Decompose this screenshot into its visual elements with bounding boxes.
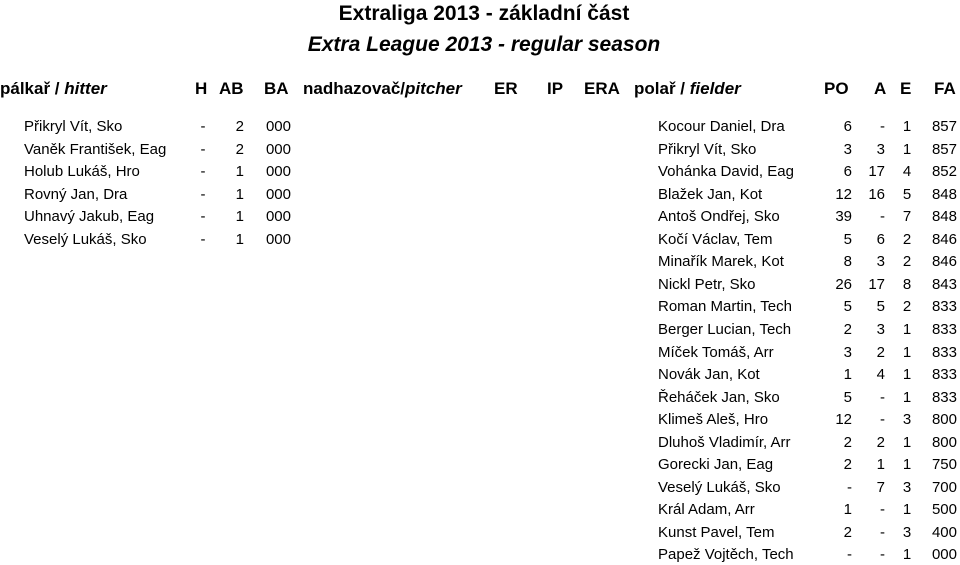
fielder-name: Řeháček Jan, Sko — [658, 388, 780, 406]
fielder-e: 1 — [902, 366, 912, 384]
fielder-a: - — [880, 118, 885, 135]
fielder-fa: 000 — [931, 546, 957, 564]
hitter-header: pálkař / hitter — [0, 79, 107, 98]
fielder-fa: 852 — [931, 163, 957, 181]
fielder-e: 1 — [902, 320, 912, 338]
fielder-fa: 846 — [931, 253, 957, 271]
e-header: E — [900, 79, 912, 98]
fielder-po: - — [847, 478, 852, 496]
fielder-a: 3 — [876, 140, 885, 158]
fielder-e: 1 — [902, 118, 912, 135]
hitter-h: - — [200, 208, 206, 226]
fielder-po: 5 — [843, 298, 852, 316]
fielder-name: Veselý Lukáš, Sko — [658, 478, 781, 496]
fielder-fa: 857 — [931, 118, 957, 135]
hitter-ba: 000 — [265, 118, 291, 135]
fielder-e: 1 — [902, 433, 912, 451]
fielder-e: 3 — [902, 478, 912, 496]
fielder-po: 5 — [843, 230, 852, 248]
hitter-h: - — [200, 140, 206, 158]
fielder-a: - — [880, 411, 885, 429]
fielder-e: 8 — [902, 275, 912, 293]
hitter-name: Veselý Lukáš, Sko — [24, 230, 147, 248]
fielder-po: 6 — [843, 118, 852, 135]
hitter-ab: 2 — [235, 118, 244, 135]
ba-header: BA — [264, 79, 289, 98]
fielder-po: - — [847, 546, 852, 564]
fielder-e: 3 — [902, 411, 912, 429]
hitter-ab: 2 — [235, 140, 244, 158]
fielder-fa: 833 — [931, 298, 957, 316]
fielder-po: 5 — [843, 388, 852, 406]
po-header: PO — [824, 79, 849, 98]
fielder-fa: 833 — [931, 320, 957, 338]
fielder-e: 1 — [902, 343, 912, 361]
fielder-a: 7 — [876, 478, 885, 496]
fielder-a: 1 — [876, 456, 885, 474]
fielder-po: 2 — [843, 456, 852, 474]
fielder-a: 5 — [876, 298, 885, 316]
h-header: H — [195, 79, 208, 98]
fielder-name: Kočí Václav, Tem — [658, 230, 773, 248]
fielder-fa: 833 — [931, 388, 957, 406]
fielder-header: polař / fielder — [634, 79, 741, 98]
fielder-name: Kocour Daniel, Dra — [658, 118, 785, 135]
hitter-ba: 000 — [265, 230, 291, 248]
fielder-name: Vohánka David, Eag — [658, 163, 794, 181]
fielder-fa: 800 — [931, 433, 957, 451]
era-header: ERA — [584, 79, 620, 98]
fielder-a: - — [880, 208, 885, 226]
fielder-e: 2 — [902, 298, 912, 316]
fielder-name: Dluhoš Vladimír, Arr — [658, 433, 791, 451]
hitter-name: Holub Lukáš, Hro — [24, 163, 140, 181]
fielder-fa: 750 — [931, 456, 957, 474]
fielder-po: 12 — [835, 185, 852, 203]
hitter-ab: 1 — [235, 185, 244, 203]
hitter-ab: 1 — [235, 163, 244, 181]
fielder-name: Antoš Ondřej, Sko — [658, 208, 780, 226]
fielder-po: 39 — [835, 208, 852, 226]
fielder-po: 2 — [843, 320, 852, 338]
fielder-e: 4 — [902, 163, 912, 181]
hitter-ab: 1 — [235, 208, 244, 226]
fielder-po: 3 — [843, 343, 852, 361]
fielder-a: 2 — [876, 343, 885, 361]
fielder-a: 16 — [868, 185, 885, 203]
ip-header: IP — [547, 79, 564, 98]
fielder-name: Gorecki Jan, Eag — [658, 456, 774, 474]
fielder-a: 4 — [876, 366, 885, 384]
fielder-po: 8 — [843, 253, 852, 271]
fielder-name: Nickl Petr, Sko — [658, 275, 756, 293]
fielder-fa: 848 — [931, 208, 957, 226]
fielder-a: - — [880, 388, 885, 406]
fielder-a: - — [880, 523, 885, 541]
fielder-po: 3 — [843, 140, 852, 158]
fielder-name: Berger Lucian, Tech — [658, 320, 792, 338]
fielder-e: 5 — [902, 185, 912, 203]
hitter-name: Vaněk František, Eag — [24, 140, 167, 158]
hitter-ba: 000 — [265, 140, 291, 158]
fielder-name: Minařík Marek, Kot — [658, 253, 784, 271]
a-header: A — [874, 79, 887, 98]
fielder-name: Blažek Jan, Kot — [658, 185, 763, 203]
fielder-po: 1 — [843, 366, 852, 384]
fielder-po: 6 — [843, 163, 852, 181]
fielder-fa: 833 — [931, 366, 957, 384]
fielder-fa: 800 — [931, 411, 957, 429]
fielder-e: 1 — [902, 140, 912, 158]
fielder-fa: 857 — [931, 140, 957, 158]
hitter-h: - — [200, 230, 206, 248]
fielder-name: Papež Vojtěch, Tech — [658, 546, 794, 564]
fielder-e: 2 — [902, 253, 912, 271]
fielder-a: 6 — [876, 230, 885, 248]
fielder-name: Míček Tomáš, Arr — [658, 343, 774, 361]
fielder-e: 1 — [902, 456, 912, 474]
fielder-po: 1 — [843, 501, 852, 519]
hitter-ab: 1 — [235, 230, 244, 248]
fielder-a: - — [880, 501, 885, 519]
fielder-po: 12 — [835, 411, 852, 429]
fielder-name: Novák Jan, Kot — [658, 366, 760, 384]
pitcher-header: nadhazovač/pitcher — [303, 79, 462, 98]
fielder-po: 26 — [835, 275, 852, 293]
hitter-h: - — [200, 118, 206, 135]
page-title: Extraliga 2013 - základní část — [338, 2, 630, 25]
fielder-e: 1 — [902, 501, 912, 519]
fielder-name: Přikryl Vít, Sko — [658, 140, 757, 158]
page-subtitle: Extra League 2013 - regular season — [307, 33, 661, 56]
fielder-fa: 833 — [931, 343, 957, 361]
fielder-a: 3 — [876, 253, 885, 271]
fielder-name: Král Adam, Arr — [658, 501, 755, 519]
hitter-name: Přikryl Vít, Sko — [24, 118, 123, 135]
hitter-name: Uhnavý Jakub, Eag — [24, 208, 155, 226]
fielder-fa: 700 — [931, 478, 957, 496]
fielder-a: 17 — [868, 275, 885, 293]
fielder-a: - — [880, 546, 885, 564]
fielder-fa: 843 — [931, 275, 957, 293]
fielder-fa: 846 — [931, 230, 957, 248]
hitter-h: - — [200, 163, 206, 181]
fielder-e: 7 — [902, 208, 912, 226]
hitter-name: Rovný Jan, Dra — [24, 185, 128, 203]
ab-header: AB — [219, 79, 244, 98]
fielder-e: 1 — [902, 546, 912, 564]
fielder-name: Roman Martin, Tech — [658, 298, 792, 316]
fielder-fa: 500 — [931, 501, 957, 519]
hitter-ba: 000 — [265, 208, 291, 226]
fa-header: FA — [934, 79, 956, 98]
hitter-ba: 000 — [265, 185, 291, 203]
er-header: ER — [494, 79, 518, 98]
fielder-fa: 400 — [931, 523, 957, 541]
hitter-h: - — [200, 185, 206, 203]
fielder-po: 2 — [843, 523, 852, 541]
fielder-name: Klimeš Aleš, Hro — [658, 411, 769, 429]
fielder-fa: 848 — [931, 185, 957, 203]
fielder-e: 3 — [902, 523, 912, 541]
hitter-ba: 000 — [265, 163, 291, 181]
fielder-e: 1 — [902, 388, 912, 406]
fielder-po: 2 — [843, 433, 852, 451]
fielder-name: Kunst Pavel, Tem — [658, 523, 775, 541]
fielder-a: 3 — [876, 320, 885, 338]
fielder-e: 2 — [902, 230, 912, 248]
fielder-a: 17 — [868, 163, 885, 181]
fielder-a: 2 — [876, 433, 885, 451]
